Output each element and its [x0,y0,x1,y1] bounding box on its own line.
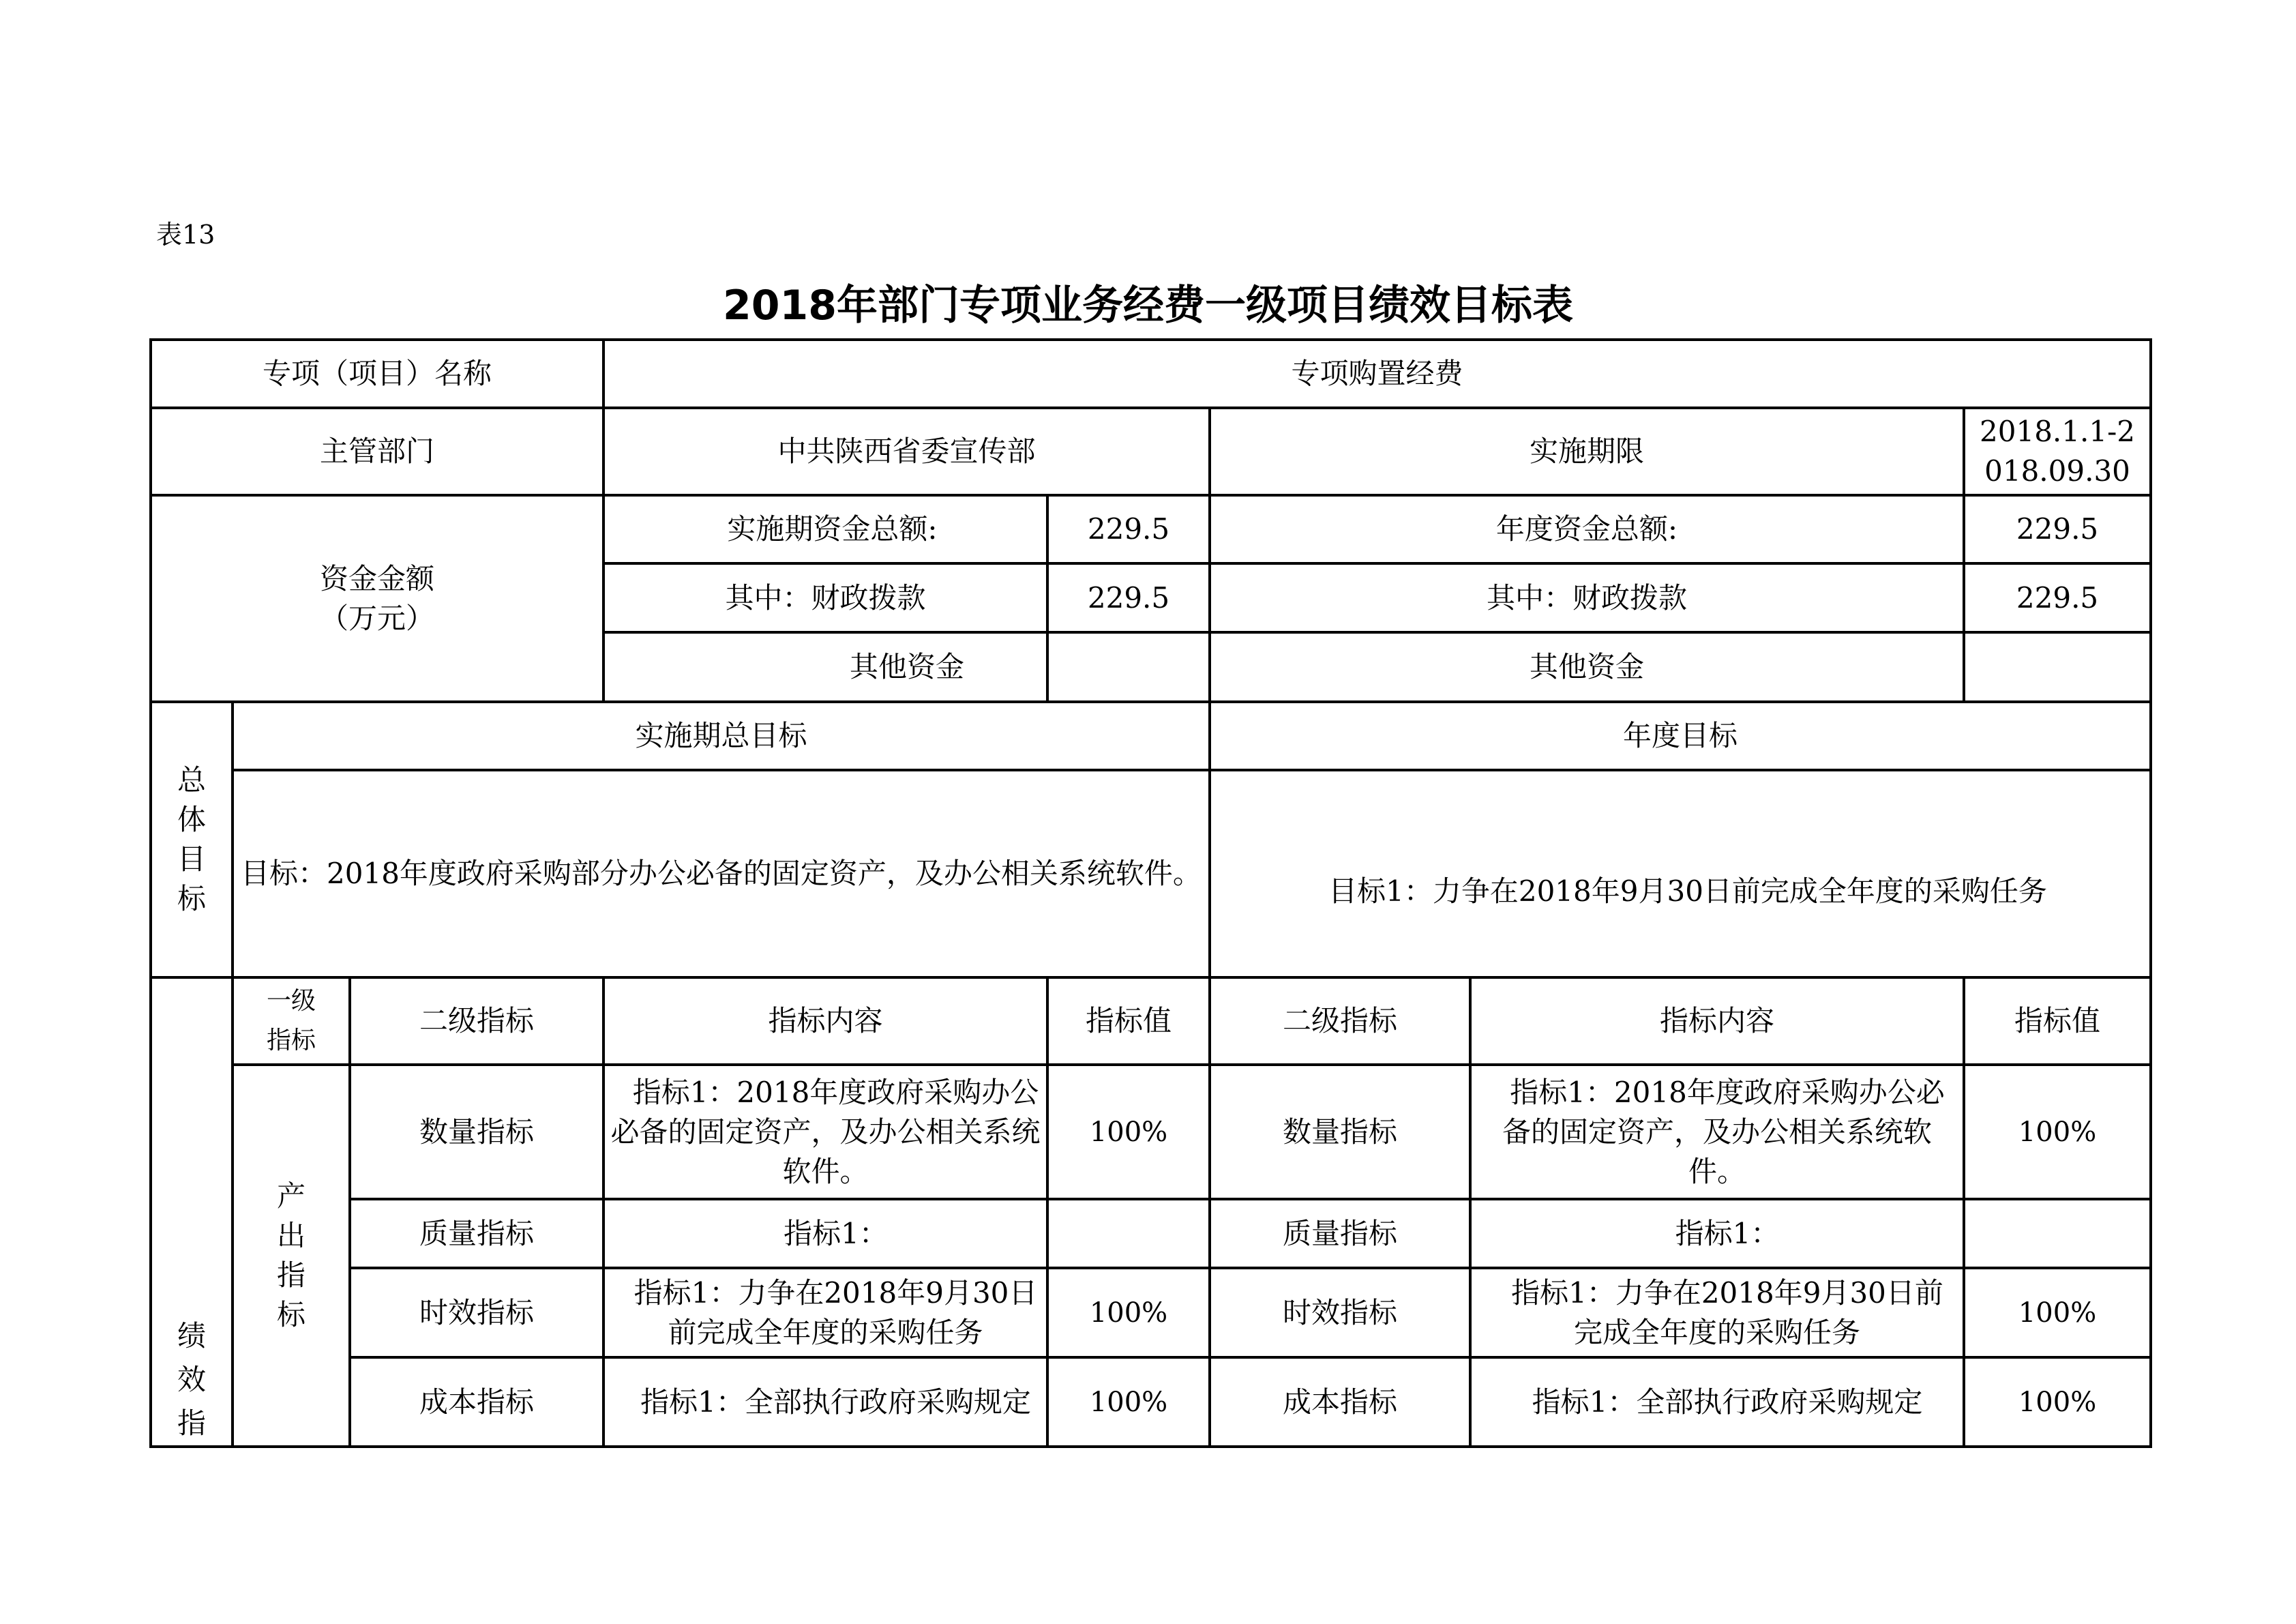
value-cell [1047,1199,1210,1268]
period-total-label: 实施期资金总额: [603,495,1047,563]
table-row [151,1268,2151,1357]
level2-header: 二级指标 [350,977,603,1065]
annual-level2-header: 二级指标 [1210,977,1470,1065]
annual-goal-header: 年度目标 [1210,702,2151,770]
content-cell: 指标1：2018年度政府采购办公必备的固定资产，及办公相关系统软件。 [603,1065,1047,1199]
level1-header-text: 一级指标 [266,987,316,1054]
table-row [151,1357,2151,1447]
output-indicator-text: 产出指标 [276,1179,305,1331]
value-cell: 100% [1047,1357,1210,1447]
period-other-value [1047,632,1210,702]
period-label: 实施期限 [1210,408,1964,495]
annual-fiscal-label: 其中：财政拨款 [1210,563,1964,632]
department-value: 中共陕西省委宣传部 [603,408,1210,495]
output-indicator-label [233,1065,350,1447]
period-goal-header: 实施期总目标 [233,702,1210,770]
period-fiscal-label: 其中：财政拨款 [603,563,1047,632]
annual-level2-cell: 质量指标 [1210,1199,1470,1268]
goals-section-text: 总体目标 [177,763,206,915]
period-total-value: 229.5 [1047,495,1210,563]
table-row [151,1199,2151,1268]
annual-value-cell: 100% [1964,1065,2151,1199]
row-goal-headers [151,702,2151,770]
annual-value-cell: 100% [1964,1357,2151,1447]
goals-section-label [151,702,233,977]
annual-content-header: 指标内容 [1470,977,1964,1065]
level1-header [233,977,350,1065]
annual-other-value [1964,632,2151,702]
annual-fiscal-value: 229.5 [1964,563,2151,632]
annual-other-label: 其他资金 [1210,632,1964,702]
indicators-section-label [151,977,233,1447]
level2-cell: 成本指标 [350,1357,603,1447]
annual-content-cell: 指标1： [1470,1199,1964,1268]
annual-content-cell: 指标1：力争在2018年9月30日前完成全年度的采购任务 [1470,1268,1964,1357]
row-project-name [151,340,2151,408]
row-indicator-headers [151,977,2151,1065]
page-title: 2018年部门专项业务经费一级项目绩效目标表 [723,282,1573,329]
project-name-value: 专项购置经费 [603,340,2151,408]
period-goal-text: 目标：2018年度政府采购部分办公必备的固定资产，及办公相关系统软件。 [233,770,1210,977]
row-funds-total [151,495,2151,563]
annual-value-header: 指标值 [1964,977,2151,1065]
period-other-label: 其他资金 [603,632,1047,702]
table-number: 表13 [156,220,215,250]
value-cell: 100% [1047,1065,1210,1199]
indicators-section-text: 绩效指 [177,1319,206,1440]
table-row [151,1065,2151,1199]
level2-cell: 时效指标 [350,1268,603,1357]
annual-level2-cell: 时效指标 [1210,1268,1470,1357]
value-header: 指标值 [1047,977,1210,1065]
content-cell: 指标1：力争在2018年9月30日前完成全年度的采购任务 [603,1268,1047,1357]
row-department [151,408,2151,495]
value-cell: 100% [1047,1268,1210,1357]
funds-label-line2: （万元） [319,601,434,635]
annual-total-value: 229.5 [1964,495,2151,563]
level2-cell: 数量指标 [350,1065,603,1199]
department-label: 主管部门 [151,408,603,495]
row-goal-texts [151,770,2151,977]
period-value: 2018.1.1-2018.09.30 [1964,408,2151,495]
level2-cell: 质量指标 [350,1199,603,1268]
annual-level2-cell: 数量指标 [1210,1065,1470,1199]
performance-target-table [149,338,2152,1448]
funds-label-line1: 资金金额 [319,561,434,595]
period-fiscal-value: 229.5 [1047,563,1210,632]
annual-value-cell: 100% [1964,1268,2151,1357]
annual-content-cell: 指标1：2018年度政府采购办公必备的固定资产，及办公相关系统软件。 [1470,1065,1964,1199]
annual-goal-text: 目标1：力争在2018年9月30日前完成全年度的采购任务 [1210,770,2151,977]
annual-total-label: 年度资金总额: [1210,495,1964,563]
content-header: 指标内容 [603,977,1047,1065]
project-name-label: 专项（项目）名称 [151,340,603,408]
content-cell: 指标1： [603,1199,1047,1268]
annual-value-cell [1964,1199,2151,1268]
annual-content-cell: 指标1：全部执行政府采购规定 [1470,1357,1964,1447]
content-cell: 指标1：全部执行政府采购规定 [603,1357,1047,1447]
annual-level2-cell: 成本指标 [1210,1357,1470,1447]
funds-label [151,495,603,702]
